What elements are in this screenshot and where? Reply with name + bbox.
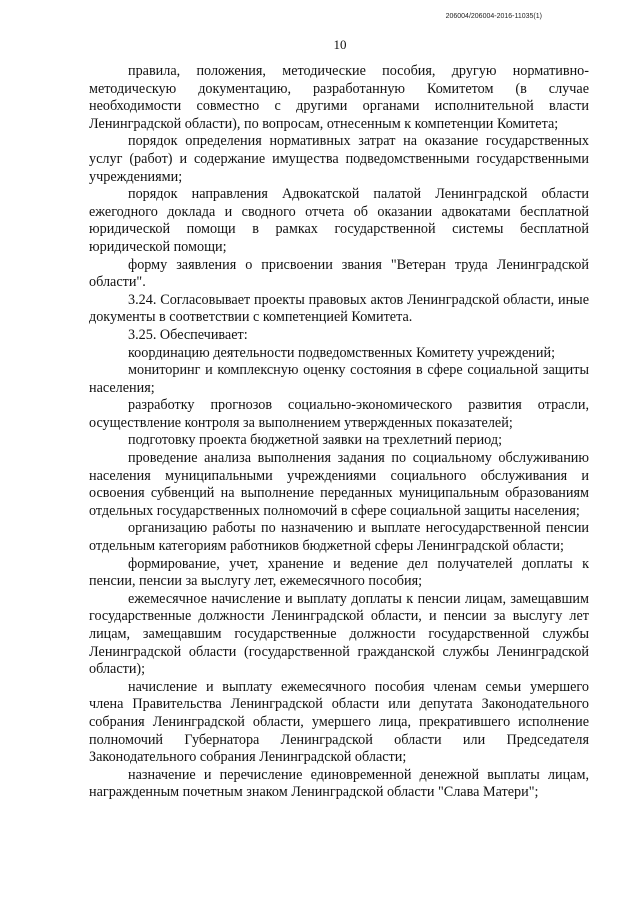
paragraph: порядок направления Адвокатской палатой Ленинградской области ежегодного доклада и сводного отчета об оказании адвокатами бесплатной юридической помощи в рамках государственной системы бесплатной юридической помощи; <box>89 186 589 255</box>
paragraph: назначение и перечисление единовременной денежной выплаты лицам, награжденным почетным знаком Ленинградской области "Слава Матери"; <box>89 766 589 801</box>
paragraph: 3.24. Согласовывает проекты правовых актов Ленинградской области, иные документы в соответствии с компетенцией Комитета. <box>89 291 589 326</box>
paragraph: формирование, учет, хранение и ведение дел получателей доплаты к пенсии, пенсии за выслугу лет, ежемесячного пособия; <box>89 555 589 590</box>
paragraph: мониторинг и комплексную оценку состояния в сфере социальной защиты населения; <box>89 362 589 396</box>
paragraph: организацию работы по назначению и выплате негосударственной пенсии отдельным категориям работников бюджетной сферы Ленинградской области; <box>89 520 589 555</box>
paragraph: ежемесячное начисление и выплату доплаты к пенсии лицам, замещавшим государственные должности Ленинградской области, и пенсии за выслугу лет лицам, замещавшим государственные должности государственной службы Ленинградской области (государственной гражданской службы Ленинградской области); <box>89 590 589 678</box>
document-code: 206004/206004-2016-11035(1) <box>445 13 542 20</box>
paragraph: начисление и выплату ежемесячного пособия членам семьи умершего члена Правительства Ленинградской области или депутата Законодательного собрания Ленинградской области, умершего лица, прекратившего исполнение полномочий Губернатора Ленинградской области или Председателя Законодательного собрания Ленинградской области; <box>89 678 589 766</box>
paragraph: правила, положения, методические пособия, другую нормативно-методическую документацию, разработанную Комитетом (в случае необходимости совместно с другими органами исполнительной власти Ленинградской области), по вопросам, отнесенным к компетенции Комитета; <box>89 63 589 132</box>
paragraph: подготовку проекта бюджетной заявки на трехлетний период; <box>128 432 503 449</box>
paragraph: координацию деятельности подведомственных Комитету учреждений; <box>128 344 556 361</box>
document-body <box>89 63 589 802</box>
paragraph: форму заявления о присвоении звания "Ветеран труда Ленинградской области". <box>89 256 589 291</box>
paragraph: разработку прогнозов социально-экономического развития отрасли, осуществление контроля за выполнением утвержденных показателей; <box>89 397 589 431</box>
page-number: 10 <box>333 37 347 52</box>
paragraph: проведение анализа выполнения задания по социальному обслуживанию населения муниципальными учреждениями социального обслуживания и освоения субвенций на выполнение переданных муниципальным образованиям отдельных государственных полномочий в сфере социальной защиты населения; <box>89 450 589 519</box>
paragraph: 3.25. Обеспечивает: <box>128 326 248 343</box>
paragraph: порядок определения нормативных затрат на оказание государственных услуг (работ) и содержание имущества подведомственными государственными учреждениями; <box>89 133 589 185</box>
